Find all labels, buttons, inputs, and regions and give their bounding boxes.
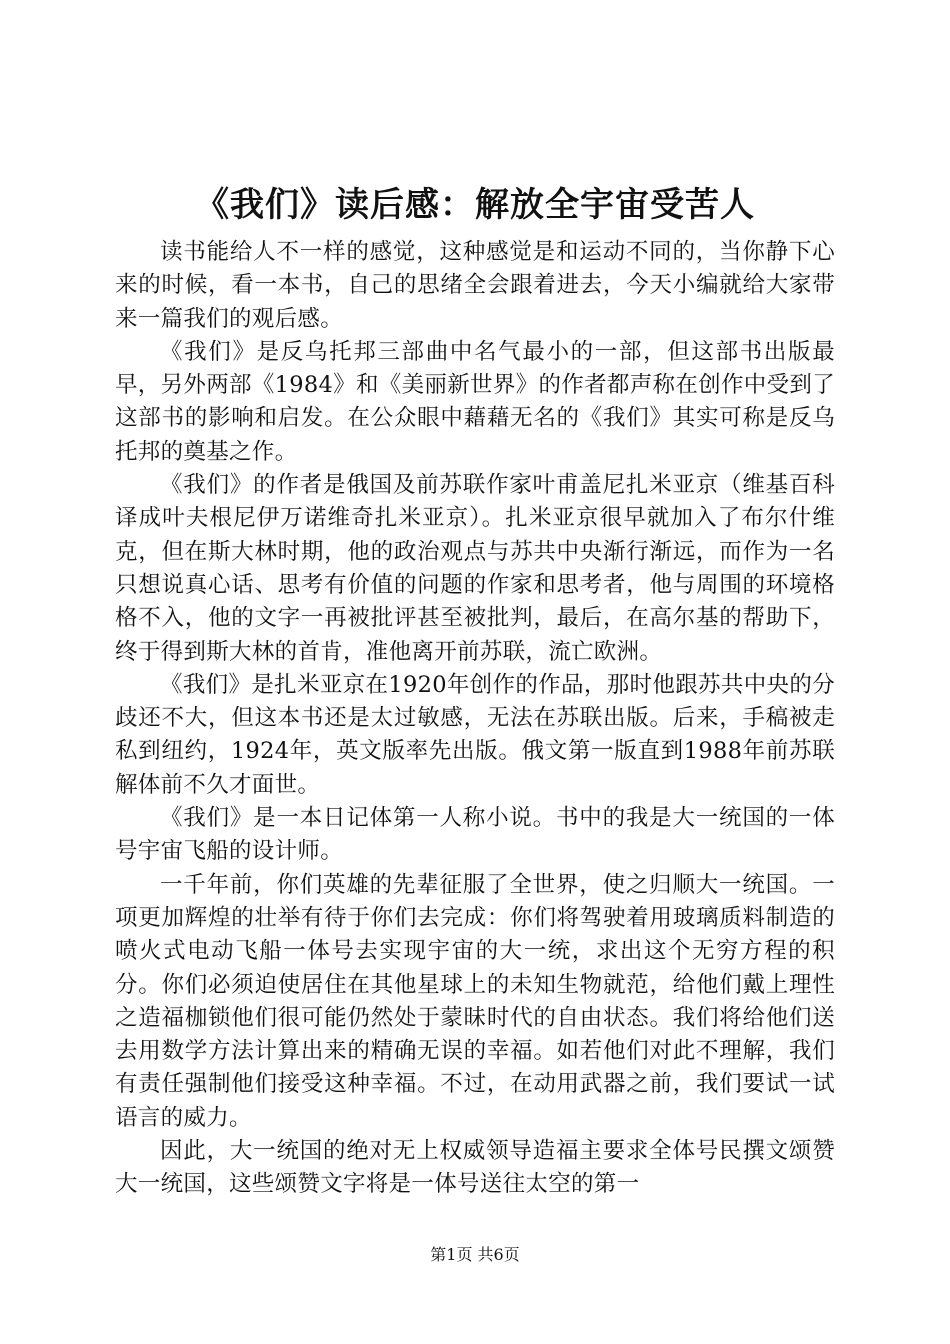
- paragraph: 一千年前，你们英雄的先辈征服了全世界，使之归顺大一统国。一项更加辉煌的壮举有待于你们去完成：你们将驾驶着用玻璃质料制造的喷火式电动飞船一体号去实现宇宙的大一统，求出这个无穷方程的积分。你们必须迫使居住在其他星球上的未知生物就范，给他们戴上理性之造福枷锁他们很可能仍然处于蒙昧时代的自由状态。我们将给他们送去用数学方法计算出来的精确无误的幸福。如若他们对此不理解，我们有责任强制他们接受这种幸福。不过，在动用武器之前，我们要试一试语言的威力。: [115, 871, 835, 1131]
- document-title: 《我们》读后感：解放全宇宙受苦人: [195, 185, 755, 225]
- paragraph: 《我们》是反乌托邦三部曲中名气最小的一部，但这部书出版最早，另外两部《1984》和《美丽新世界》的作者都声称在创作中受到了这部书的影响和启发。在公众眼中藉藉无名的《我们》其实可称是反乌托邦的奠基之作。: [115, 338, 835, 465]
- paragraph: 《我们》是扎米亚京在1920年创作的作品，那时他跟苏共中央的分歧还不大，但这本书还是太过敏感，无法在苏联出版。后来，手稿被走私到纽约，1924年，英文版率先出版。俄文第一版直到1988年前苏联解体前不久才面世。: [115, 671, 835, 798]
- document-body: [115, 236, 835, 1202]
- paragraph: 读书能给人不一样的感觉，这种感觉是和运动不同的，当你静下心来的时候，看一本书，自己的思绪全会跟着进去，今天小编就给大家带来一篇我们的观后感。: [115, 239, 835, 332]
- paragraph: 因此，大一统国的绝对无上权威领导造福主要求全体号民撰文颂赞大一统国，这些颂赞文字将是一体号送往太空的第一: [115, 1138, 835, 1198]
- page-footer: 第1页 共6页: [430, 1245, 520, 1264]
- paragraph: 《我们》是一本日记体第一人称小说。书中的我是大一统国的一体号宇宙飞船的设计师。: [115, 805, 835, 865]
- paragraph: 《我们》的作者是俄国及前苏联作家叶甫盖尼扎米亚京（维基百科译成叶夫根尼伊万诺维奇扎米亚京）。扎米亚京很早就加入了布尔什维克，但在斯大林时期，他的政治观点与苏共中央渐行渐远，而作为一名只想说真心话、思考有价值的问题的作家和思考者，他与周围的环境格格不入，他的文字一再被批评甚至被批判，最后，在高尔基的帮助下，终于得到斯大林的首肯，准他离开前苏联，流亡欧洲。: [115, 472, 835, 665]
